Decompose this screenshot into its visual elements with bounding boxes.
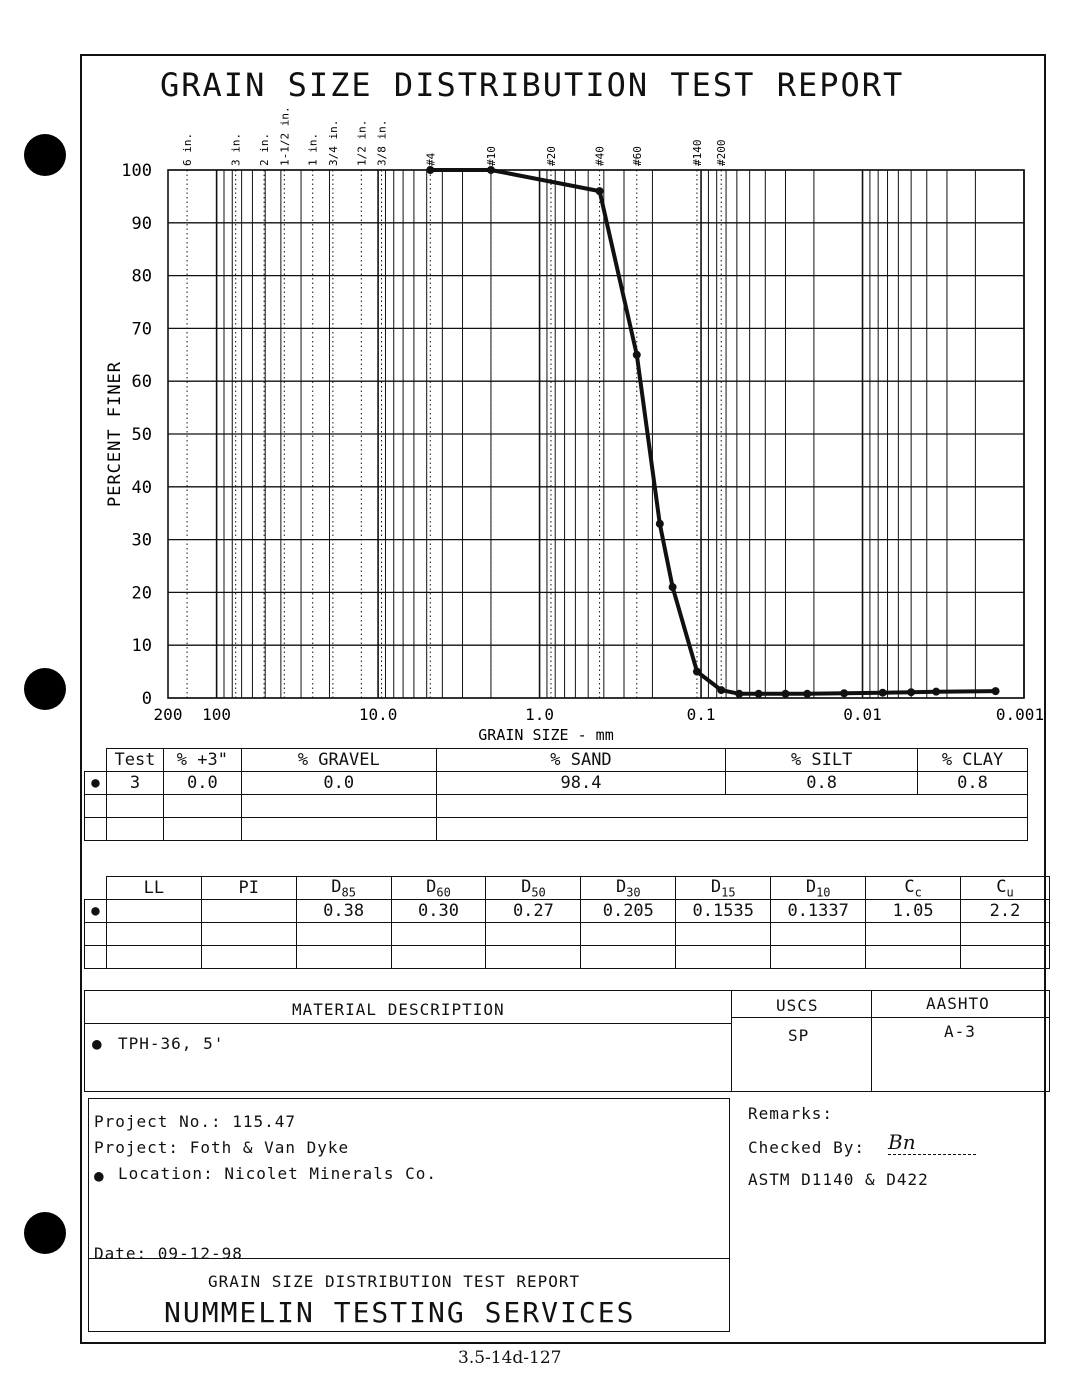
header-d50: $D_{50}$ [486, 877, 581, 900]
x-axis-label: GRAIN SIZE - mm [478, 726, 614, 744]
checked-by-label: Checked By: [748, 1138, 865, 1157]
data-point [879, 689, 887, 697]
header-clay: % CLAY [918, 749, 1028, 772]
header-pi: PI [201, 877, 296, 900]
sieve-label: #4 [424, 152, 438, 166]
cell-test: 3 [106, 772, 163, 795]
data-point [992, 687, 1000, 695]
header-cc: $C_c$ [866, 877, 961, 900]
y-tick-label: 80 [131, 266, 152, 287]
data-point [596, 187, 604, 195]
location-marker: ● [94, 1166, 105, 1185]
y-tick-label: 10 [131, 636, 152, 657]
header-plus3: % +3" [163, 749, 241, 772]
table-row-empty [85, 795, 1028, 818]
cell-d15: 0.1535 [676, 900, 771, 923]
gradation-table [84, 876, 1050, 969]
checked-by-signature: Bn [888, 1130, 976, 1155]
table-row-empty [85, 923, 1050, 946]
x-tick-label: 0.001 [995, 705, 1045, 724]
composition-table [84, 748, 1028, 841]
row-marker: ● [85, 900, 107, 923]
cell-sand: 98.4 [436, 772, 726, 795]
data-point [693, 668, 701, 676]
material-description: TPH-36, 5' [118, 1034, 225, 1053]
binder-hole [24, 668, 66, 710]
sieve-label: 6 in. [181, 132, 195, 166]
y-tick-label: 70 [131, 319, 152, 340]
data-point [735, 690, 743, 698]
header-d15: $D_{15}$ [676, 877, 771, 900]
x-tick-label: 100 [202, 705, 232, 724]
cell-cu: 2.2 [961, 900, 1050, 923]
data-point [781, 690, 789, 698]
y-tick-label: 40 [131, 477, 152, 498]
report-title: GRAIN SIZE DISTRIBUTION TEST REPORT [160, 66, 905, 104]
cell-cc: 1.05 [866, 900, 961, 923]
y-tick-label: 20 [131, 583, 152, 604]
x-tick-label: 200 [153, 705, 183, 724]
data-point [669, 583, 677, 591]
sieve-label: 2 in. [258, 132, 272, 166]
header-d85: $D_{85}$ [296, 877, 391, 900]
sieve-label: #60 [630, 146, 644, 166]
header-ll: LL [106, 877, 201, 900]
page-number: 3.5-14d-127 [458, 1348, 562, 1368]
project-name: Project: Foth & Van Dyke [94, 1138, 350, 1157]
table-row-empty [85, 818, 1028, 841]
cell-d10: 0.1337 [771, 900, 866, 923]
cell-silt: 0.8 [726, 772, 918, 795]
data-point [907, 688, 915, 696]
data-point [487, 166, 495, 174]
y-axis-label: PERCENT FINER [105, 360, 125, 508]
cell-gravel: 0.0 [241, 772, 436, 795]
footer-report-title: GRAIN SIZE DISTRIBUTION TEST REPORT [208, 1272, 581, 1291]
cell-d85: 0.38 [296, 900, 391, 923]
astm-standard: ASTM D1140 & D422 [748, 1170, 929, 1189]
sieve-label: 1/2 in. [355, 119, 369, 166]
x-tick-label: 10.0 [358, 705, 398, 724]
x-tick-label: 0.1 [686, 705, 716, 724]
x-tick-label: 0.01 [843, 705, 882, 724]
header-silt: % SILT [726, 749, 918, 772]
cell-clay: 0.8 [918, 772, 1028, 795]
sieve-label: 1-1/2 in. [278, 106, 292, 166]
data-point [426, 166, 434, 174]
header-d30: $D_{30}$ [581, 877, 676, 900]
table-row [85, 900, 1050, 923]
aashto-header: AASHTO [926, 994, 990, 1013]
data-point [717, 686, 725, 694]
table-row [85, 772, 1028, 795]
project-date: Date: 09-12-98 [94, 1244, 243, 1263]
header-d10: $D_{10}$ [771, 877, 866, 900]
remarks-label: Remarks: [748, 1104, 834, 1123]
table-row-empty [85, 946, 1050, 969]
data-point [840, 689, 848, 697]
header-test: Test [106, 749, 163, 772]
y-tick-label: 90 [131, 213, 152, 234]
data-point [803, 690, 811, 698]
data-point [932, 688, 940, 696]
x-tick-label: 1.0 [525, 705, 555, 724]
sieve-label: 3/4 in. [326, 119, 340, 166]
material-marker: ● [92, 1034, 103, 1053]
header-cu: $C_u$ [961, 877, 1050, 900]
project-location: Location: Nicolet Minerals Co. [118, 1164, 437, 1183]
y-tick-label: 30 [131, 530, 152, 551]
project-number: Project No.: 115.47 [94, 1112, 297, 1131]
cell-d30: 0.205 [581, 900, 676, 923]
cell-d60: 0.30 [391, 900, 486, 923]
sieve-label: #20 [544, 146, 558, 166]
sieve-label: #10 [484, 146, 498, 166]
data-point [656, 520, 664, 528]
row-marker: ● [85, 772, 107, 795]
binder-hole [24, 134, 66, 176]
material-header: MATERIAL DESCRIPTION [292, 1000, 505, 1019]
sieve-label: 3/8 in. [375, 119, 389, 166]
y-tick-label: 0 [141, 689, 152, 709]
cell-pi [201, 900, 296, 923]
uscs-value: SP [788, 1026, 810, 1045]
binder-hole [24, 1212, 66, 1254]
header-gravel: % GRAVEL [241, 749, 436, 772]
sieve-label: 1 in. [306, 132, 320, 166]
company-name: NUMMELIN TESTING SERVICES [164, 1296, 636, 1329]
cell-d50: 0.27 [486, 900, 581, 923]
y-tick-label: 50 [131, 425, 152, 445]
sieve-label: #40 [593, 146, 607, 166]
data-point [633, 351, 641, 359]
header-d60: $D_{60}$ [391, 877, 486, 900]
uscs-header: USCS [776, 996, 819, 1015]
cell-plus3: 0.0 [163, 772, 241, 795]
data-point [755, 690, 763, 698]
sieve-label: #200 [715, 139, 729, 166]
sieve-label: #140 [690, 139, 704, 166]
sieve-label: 3 in. [229, 132, 243, 166]
y-tick-label: 100 [121, 161, 152, 181]
grain-size-chart [90, 100, 1050, 750]
y-tick-label: 60 [131, 372, 152, 393]
header-sand: % SAND [436, 749, 726, 772]
cell-ll [106, 900, 201, 923]
aashto-value: A-3 [944, 1022, 976, 1041]
